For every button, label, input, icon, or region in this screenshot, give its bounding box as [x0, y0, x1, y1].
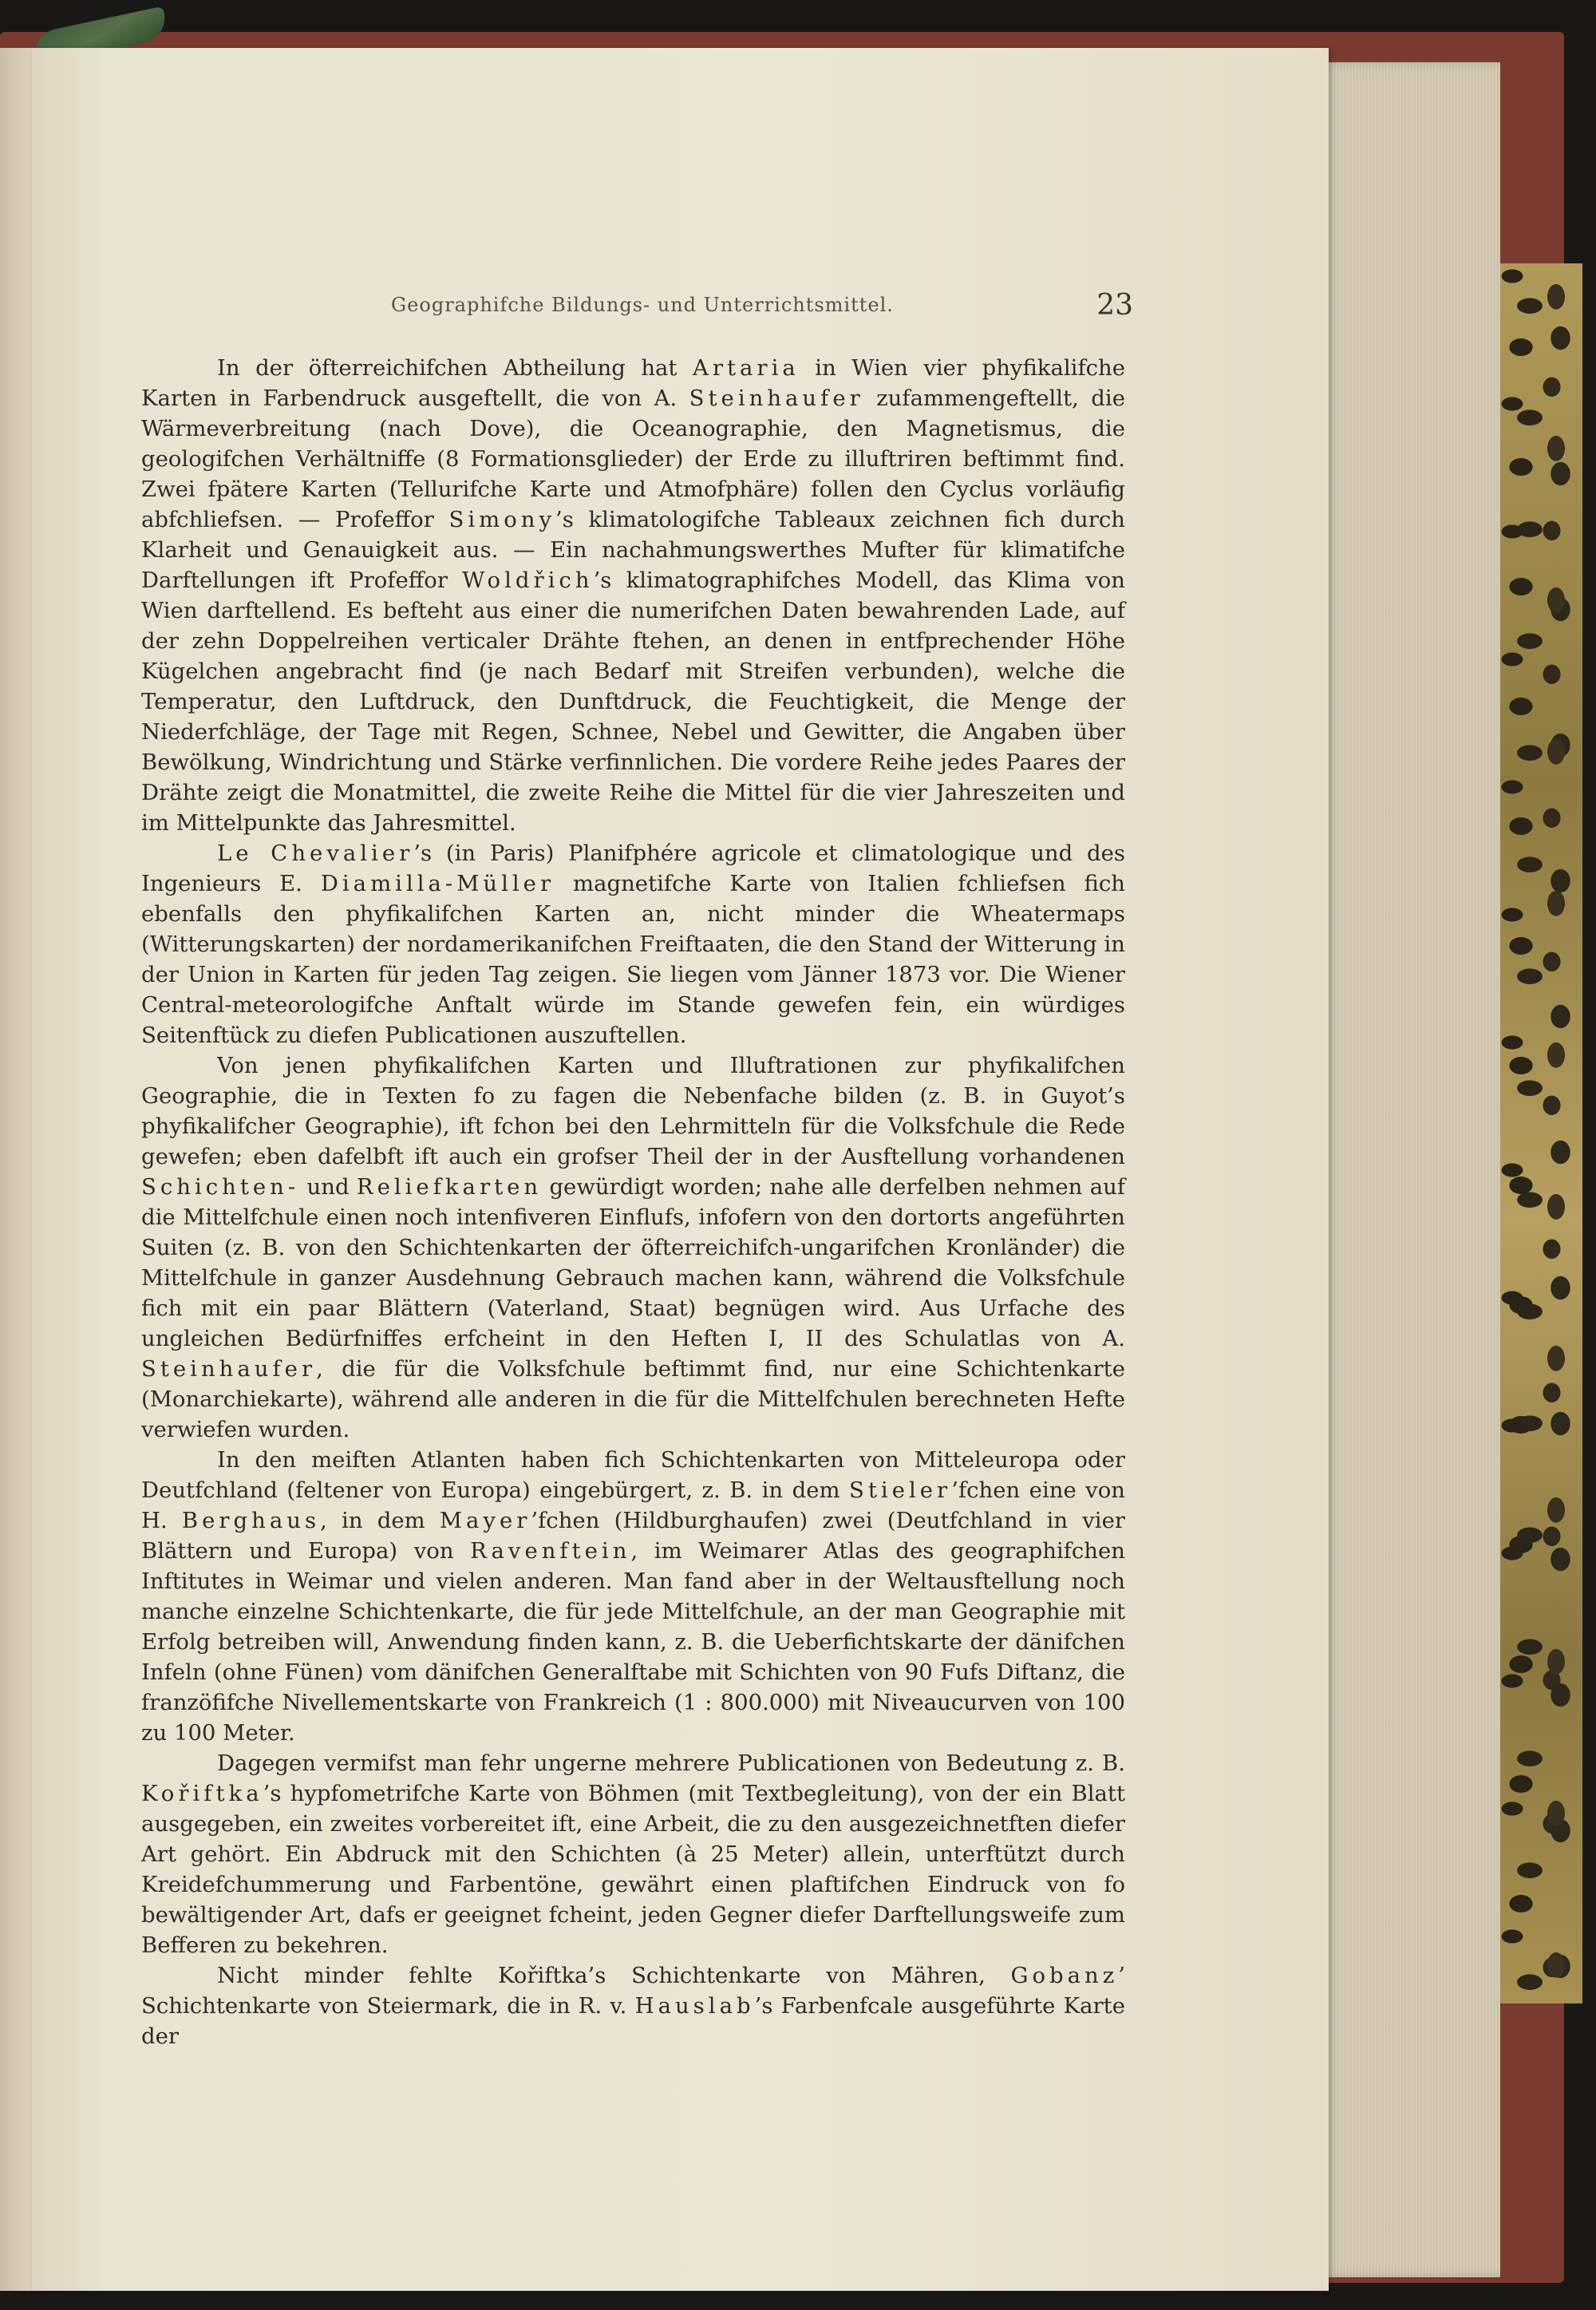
text-run: in Wien vier phyfikalifche Karten in Farbendruck ausgeftellt, die von A.	[141, 355, 1126, 411]
paragraph	[141, 1748, 1125, 1960]
text-run: und	[299, 1174, 357, 1200]
text-run: Nicht minder fehlte Kořiftka’s Schichtenkarte von Mähren,	[217, 1963, 1011, 1988]
spaced-name: Woldřich	[462, 568, 594, 593]
text-run: ’s (in Paris) Planifphére agricole et climatologique und des Ingenieurs E.	[141, 841, 1125, 896]
paragraph	[141, 353, 1125, 838]
paragraph	[141, 1050, 1125, 1445]
spaced-name: Schichten-	[141, 1174, 300, 1200]
text-run: In der öfterreichifchen Abtheilung hat	[217, 355, 693, 381]
spaced-name: Steinhaufer	[141, 1356, 317, 1382]
running-head	[391, 289, 1133, 326]
spaced-name: Mayer	[439, 1508, 531, 1533]
text-run: zufammengeftellt, die Wärmeverbreitung (nach Dove), die Oceanographie, den Magnetismus, die geologifchen Verhältniffe (8 Formationsglieder) der Erde zu illuftriren beftimmt find. Zwei fpätere Karten (Tellurifche Karte und Atmofphäre) follen den Cyclus vorläufig abfchliefsen. — Profeffor	[141, 386, 1125, 532]
spaced-name: Kořiftka	[141, 1781, 263, 1806]
spaced-name: Steinhaufer	[689, 386, 864, 411]
spaced-name: Berghaus	[181, 1508, 321, 1533]
page-stack-edge	[1321, 62, 1500, 2277]
marbled-fore-edge	[1492, 263, 1582, 2003]
text-run: magnetifche Karte von Italien fchliefsen fich ebenfalls den phyfikalifchen Karten an, nicht minder die Wheatermaps (Witterungskarten) der nordamerikanifchen Freiftaaten, die den Stand der Witterung in der Union in Karten für jeden Tag zeigen. Sie liegen vom Jänner 1873 vor. Die Wiener Central-meteorologifche Anftalt würde im Stande gewefen fein, ein würdiges Seitenftück zu diefen Publicationen auszuftellen.	[141, 871, 1125, 1048]
spaced-name: Le Chevalier	[217, 841, 414, 866]
paragraph	[141, 1445, 1125, 1748]
spaced-name: Gobanz	[1010, 1963, 1119, 1988]
text-run: ’fchen (Hildburghaufen) zwei (Deutfchland in vier Blättern und Europa) von	[141, 1508, 1125, 1564]
text-run: ’fchen eine von H.	[141, 1477, 1125, 1533]
text-run: , in dem	[320, 1508, 440, 1533]
spaced-name: Hauslab	[634, 1993, 755, 2019]
spaced-name: Artaria	[692, 355, 800, 381]
spaced-name: Stieler	[849, 1477, 952, 1503]
text-run: ’ Schichtenkarte von Steiermark, die in R. v.	[141, 1963, 1125, 2019]
paragraph	[141, 1960, 1125, 2051]
spaced-name: Ravenftein	[470, 1538, 631, 1564]
text-run: gewürdigt worden; nahe alle derfelben nehmen auf die Mittelfchule einen noch intenfiveren Einflufs, infofern von den dortorts angeführten Suiten (z. B. von den Schichtenkarten der öfterreichifch-ungarifchen Kronländer) die Mittelfchule in ganzer Ausdehnung Gebrauch machen kann, während die Volksfchule fich mit ein paar Blättern (Vaterland, Staat) begnügen wird. Aus Urfache des ungleichen Bedürfniffes erfcheint in den Heften I, II des Schulatlas von A.	[141, 1174, 1125, 1351]
text-run: In den meiften Atlanten haben fich Schichtenkarten von Mitteleuropa oder Deutfchland (feltener von Europa) eingebürgert, z. B. in dem	[141, 1447, 1125, 1503]
text-run: ’s Farbenfcale ausgeführte Karte der	[141, 1993, 1125, 2049]
text-run: , im Weimarer Atlas des geographifchen Inftitutes in Weimar und vielen anderen. Man fand aber in der Weltausftellung noch manche einzelne Schichtenkarte, die für jede Mittelfchule, an der man Geographie mit Erfolg betreiben will, Anwendung finden kann, z. B. die Ueberfichtskarte der dänifchen Infeln (ohne Fünen) vom dänifchen Generalftabe mit Schichten von 90 Fufs Diftanz, die franzöfifche Nivellementskarte von Frankreich (1 : 800.000) mit Niveaucurven von 100 zu 100 Meter.	[141, 1538, 1125, 1746]
page-number: 23	[1096, 289, 1133, 322]
spaced-name: Reliefkarten	[356, 1174, 543, 1200]
running-head-title: Geographifche Bildungs- und Unterrichtsmittel.	[391, 294, 894, 316]
body-text	[141, 353, 1125, 2051]
paragraph	[141, 838, 1125, 1050]
text-run: , die für die Volksfchule beftimmt find, nur eine Schichtenkarte (Monarchiekarte), während alle anderen in die für die Mittelfchulen berechneten Hefte verwiefen wurden.	[141, 1356, 1125, 1442]
spaced-name: Diamilla-Müller	[320, 871, 555, 896]
text-run: Von jenen phyfikalifchen Karten und Illuftrationen zur phyfikalifchen Geographie, die in Texten fo zu fagen die Nebenfache bilden (z. B. in Guyot’s phyfikalifcher Geographie), ift fchon bei den Lehrmitteln für die Volksfchule die Rede gewefen; eben dafelbft ift auch ein grofser Theil der in der Ausftellung vorhandenen	[141, 1053, 1125, 1169]
text-run: ’s hypfometrifche Karte von Böhmen (mit Textbegleitung), von der ein Blatt ausgegeben, ein zweites vorbereitet ift, eine Arbeit, die zu den ausgezeichnetften diefer Art gehört. Ein Abdruck mit den Schichten (à 25 Meter) allein, unterftützt durch Kreidefchummerung und Farbentöne, gewährt einen plaftifchen Eindruck von fo bewältigender Art, dafs er geeignet fcheint, jeden Gegner diefer Darftellungsweife zum Befferen zu bekehren.	[141, 1781, 1125, 1958]
spaced-name: Simony	[448, 507, 556, 532]
text-run: ’s klimatographifches Modell, das Klima von Wien darftellend. Es befteht aus einer die numerifchen Daten bewahrenden Lade, auf der zehn Doppelreihen verticaler Drähte ftehen, an denen in entfprechender Höhe Kügelchen angebracht find (je nach Bedarf mit Streifen verbunden), welche die Temperatur, den Luftdruck, den Dunftdruck, die Feuchtigkeit, die Menge der Niederfchläge, der Tage mit Regen, Schnee, Nebel und Gewitter, die Angaben über Bewölkung, Windrichtung und Stärke verfinnlichen. Die vordere Reihe jedes Paares der Drähte zeigt die Monatmittel, die zweite Reihe die Mittel für die vier Jahreszeiten und im Mittelpunkte das Jahresmittel.	[141, 568, 1125, 836]
text-run: Dagegen vermifst man fehr ungerne mehrere Publicationen von Bedeutung z. B.	[217, 1750, 1125, 1776]
facing-page-edge	[0, 48, 32, 2291]
text-run: ’s klimatologifche Tableaux zeichnen fich durch Klarheit und Genauigkeit aus. — Ein nachahmungswerthes Mufter für klimatifche Darftellungen ift Profeffor	[141, 507, 1126, 593]
